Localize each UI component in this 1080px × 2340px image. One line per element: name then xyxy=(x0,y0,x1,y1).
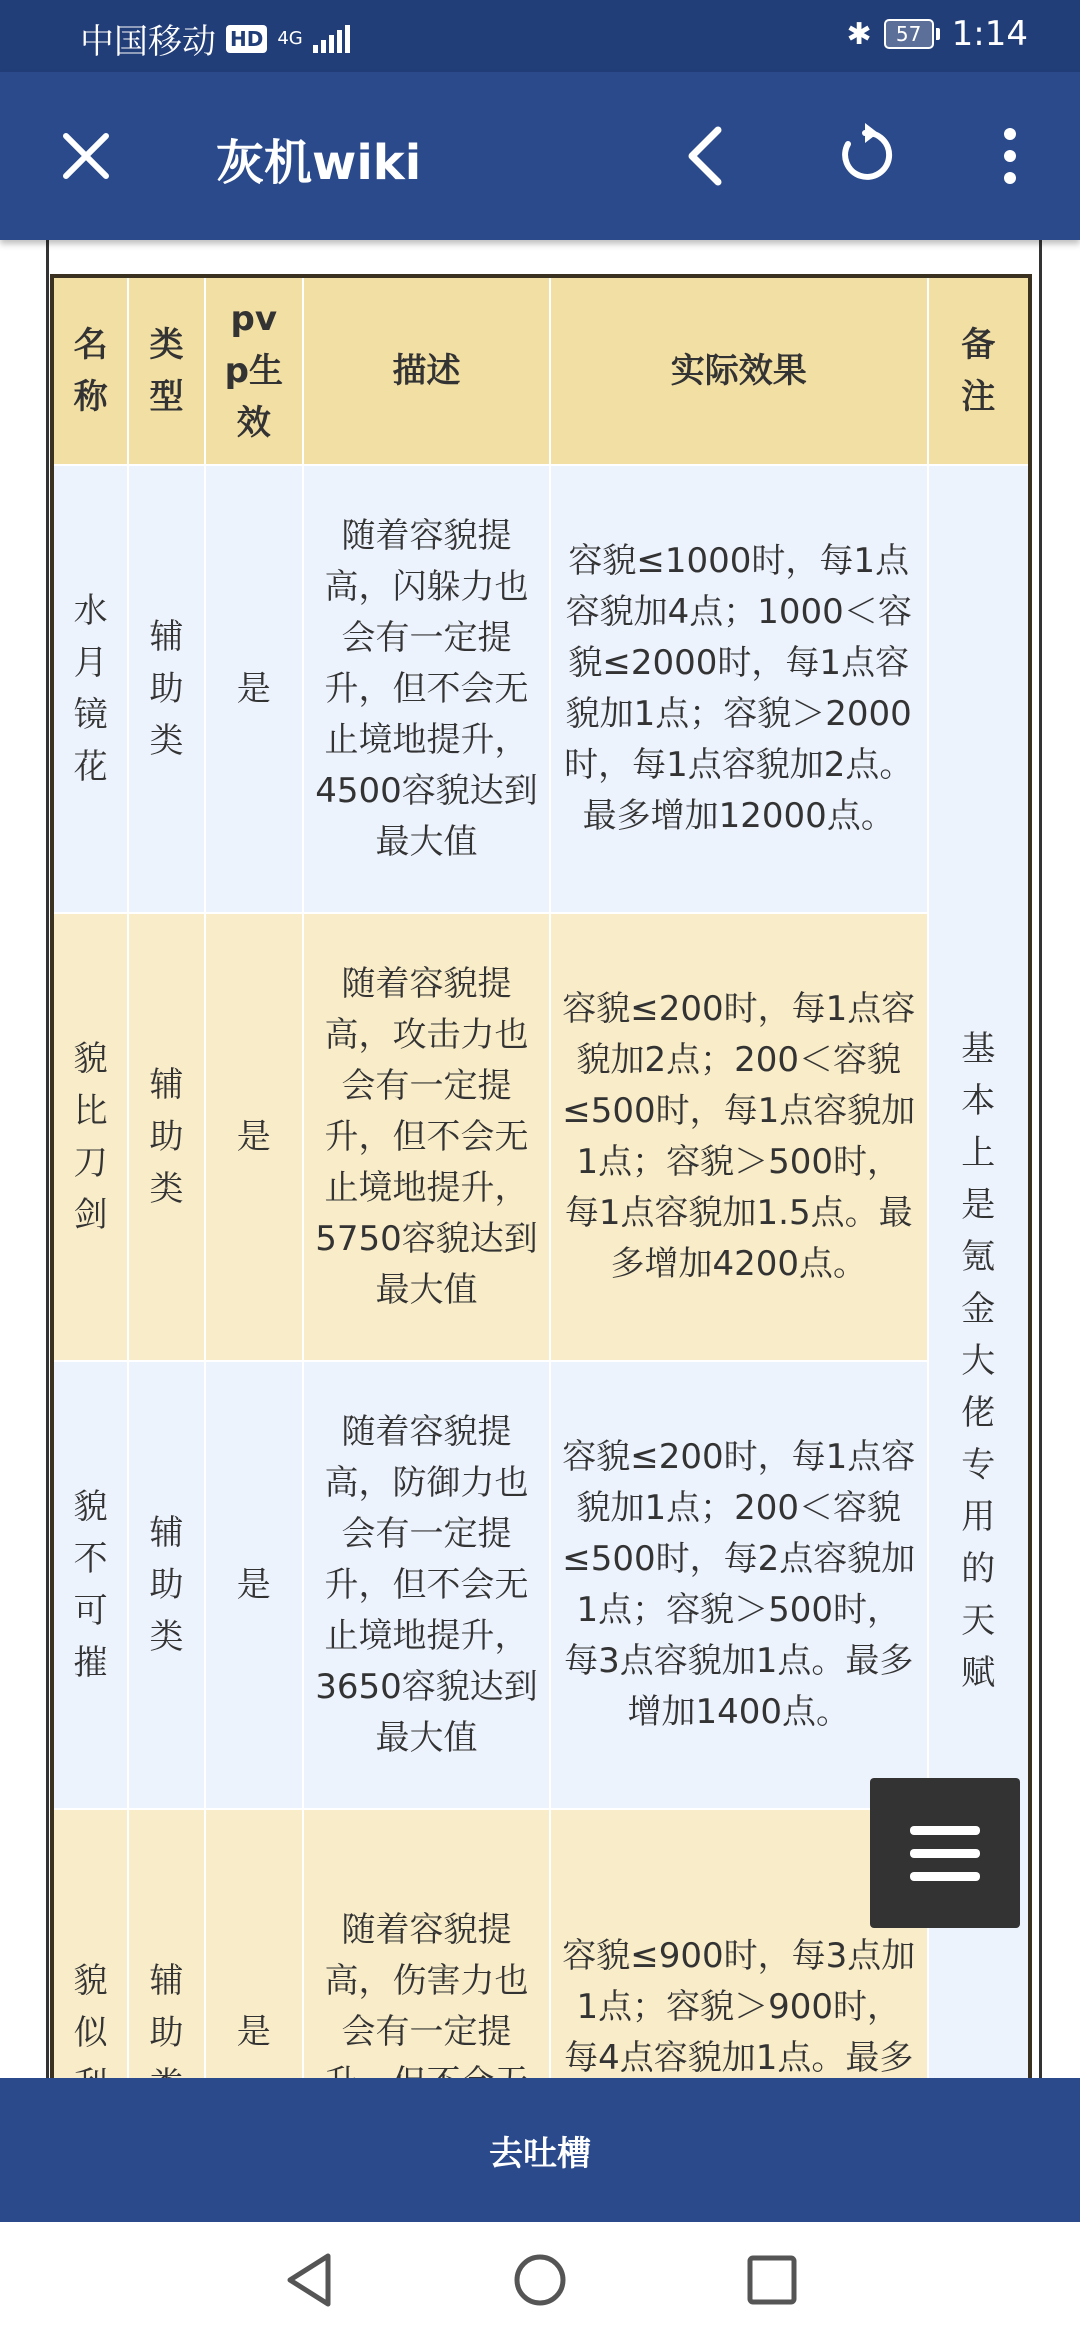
cell-pvp: 是 xyxy=(205,465,303,913)
table-row xyxy=(52,913,1030,1361)
back-icon[interactable] xyxy=(676,124,736,188)
clock: 1:14 xyxy=(951,14,1028,54)
more-icon[interactable] xyxy=(992,124,1028,188)
close-icon[interactable] xyxy=(56,126,116,186)
network-type: 4G xyxy=(277,27,303,49)
cell-type: 辅助类 xyxy=(128,465,204,913)
cell-name: 貌比刀剑 xyxy=(52,913,128,1361)
cell-effect: 容貌≤1000时，每1点容貌加4点；1000＜容貌≤2000时，每1点容貌加1点；容貌＞2000时，每1点容貌加2点。最多增加12000点。 xyxy=(550,465,928,913)
nav-back-icon[interactable] xyxy=(282,2250,338,2310)
column-header: 备注 xyxy=(928,276,1030,465)
talent-table xyxy=(50,274,1032,2259)
column-header: 实际效果 xyxy=(550,276,928,465)
cell-type: 辅助类 xyxy=(128,913,204,1361)
cell-effect: 容貌≤200时，每1点容貌加1点；200＜容貌≤500时，每2点容貌加1点；容貌＞500时，每3点容貌加1点。最多增加1400点。 xyxy=(550,1361,928,1809)
cell-description: 随着容貌提高，防御力也会有一定提升，但不会无止境地提升，3650容貌达到最大值 xyxy=(303,1361,550,1809)
cell-effect: 容貌≤900时，每3点加1点；容貌＞900时，每4点容貌加1点。最多 xyxy=(550,1809,928,2257)
nav-recents-icon[interactable] xyxy=(744,2250,800,2310)
page-title: 灰机wiki xyxy=(216,135,422,191)
signal-icon xyxy=(313,25,350,53)
cell-effect: 容貌≤200时，每1点容貌加2点；200＜容貌≤500时，每1点容貌加1点；容貌＞500时，每1点容貌加1.5点。最多增加4200点。 xyxy=(550,913,928,1361)
cell-description: 随着容貌提高，伤害力也会有一定提 xyxy=(303,1809,550,2257)
carrier-label: 中国移动 xyxy=(80,22,216,62)
table-header-row xyxy=(52,276,1030,465)
cell-pvp: 是 xyxy=(205,913,303,1361)
comment-button-label: 去吐槽 xyxy=(489,2133,591,2174)
battery-icon xyxy=(884,19,940,49)
cell-type: 辅助类 xyxy=(128,1361,204,1809)
column-header: 类型 xyxy=(128,276,204,465)
battery-level: 57 xyxy=(884,19,934,49)
cell-pvp: 是 xyxy=(205,1361,303,1809)
table-row xyxy=(52,1361,1030,1809)
cell-name: 貌似 xyxy=(52,1809,128,2257)
refresh-icon[interactable] xyxy=(832,122,898,188)
system-nav-bar xyxy=(0,2222,1080,2340)
cell-name: 貌不可摧 xyxy=(52,1361,128,1809)
column-header: 名称 xyxy=(52,276,128,465)
cell-description: 随着容貌提高，闪躲力也会有一定提升，但不会无止境地提升，4500容貌达到最大值 xyxy=(303,465,550,913)
cell-type: 辅助 xyxy=(128,1809,204,2257)
app-bar xyxy=(0,72,1080,240)
cell-note: 基本上是氪金大佬专用的天赋 xyxy=(928,465,1030,2257)
menu-icon[interactable] xyxy=(870,1778,1020,1928)
comment-button[interactable] xyxy=(0,2078,1080,2222)
cell-name: 水月镜花 xyxy=(52,465,128,913)
column-header: pvp生效 xyxy=(205,276,303,465)
table-row xyxy=(52,465,1030,913)
cell-pvp: 是 xyxy=(205,1809,303,2257)
status-bar xyxy=(0,0,1080,72)
column-header: 描述 xyxy=(303,276,550,465)
cell-description: 随着容貌提高，攻击力也会有一定提升，但不会无止境地提升，5750容貌达到最大值 xyxy=(303,913,550,1361)
hd-badge: HD xyxy=(226,25,267,53)
bluetooth-icon: ✱ xyxy=(846,16,872,52)
nav-home-icon[interactable] xyxy=(512,2250,568,2310)
